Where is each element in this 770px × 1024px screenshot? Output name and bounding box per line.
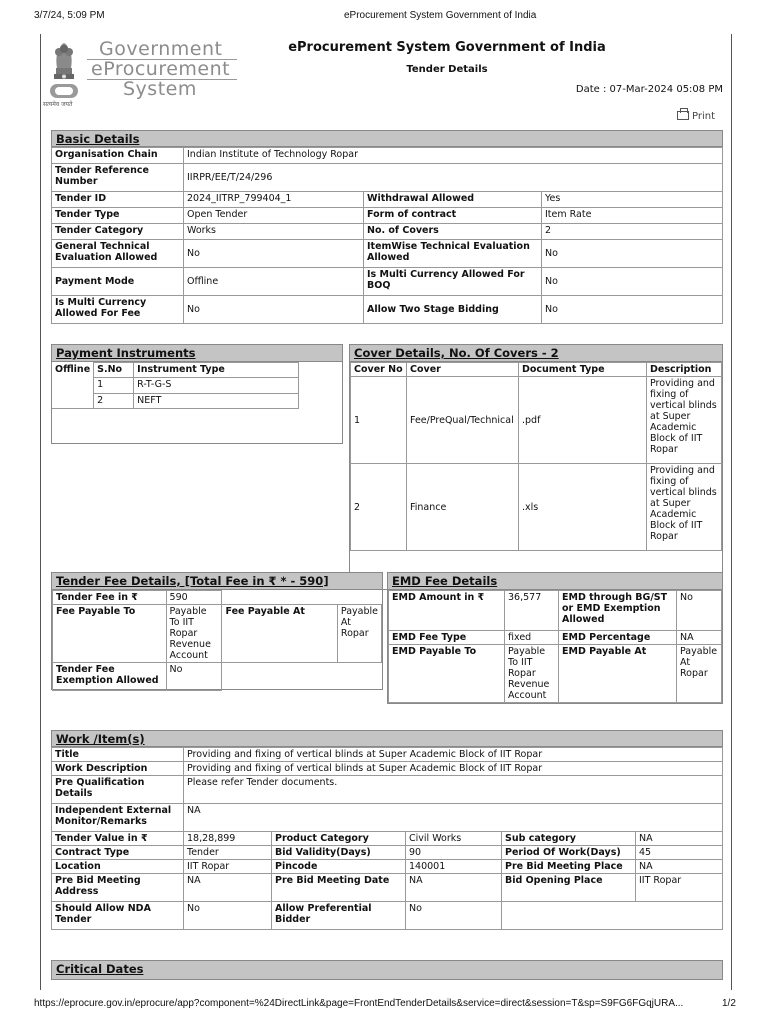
payment-instruments-section: [51, 344, 343, 444]
nda-value: No: [184, 902, 272, 930]
preferential-bidder-value: No: [406, 902, 502, 930]
prebid-date-value: NA: [406, 874, 502, 902]
print-footer: [0, 998, 770, 1012]
prebid-address-label: Pre Bid Meeting Address: [52, 874, 184, 902]
work-title-value: Providing and fixing of vertical blinds at Super Academic Block of IIT Ropar: [184, 748, 723, 762]
emd-fee-section: [387, 572, 723, 704]
withdrawal-value: Yes: [542, 192, 723, 208]
col-sno: S.No: [94, 363, 134, 378]
table-row: [389, 645, 722, 703]
instrument-type: NEFT: [134, 393, 299, 408]
form-contract-label: Form of contract: [364, 208, 542, 224]
work-period-label: Period Of Work(Days): [502, 846, 636, 860]
cover-no: 1: [351, 377, 407, 464]
org-label: Organisation Chain: [52, 148, 184, 164]
emd-payable-at-value: Payable At Ropar: [677, 645, 722, 703]
withdrawal-label: Withdrawal Allowed: [364, 192, 542, 208]
table-row: [52, 268, 723, 296]
payment-instruments-heading: Payment Instruments: [52, 345, 342, 362]
table-row: [351, 377, 722, 464]
table-row: [389, 591, 722, 631]
prebid-address-value: NA: [184, 874, 272, 902]
instrument-sno: 1: [94, 378, 134, 393]
mc-boq-label: Is Multi Currency Allowed For BOQ: [364, 268, 542, 296]
table-row: [52, 832, 723, 846]
ref-value: IIRPR/EE/T/24/296: [184, 164, 723, 192]
table-row: [52, 846, 723, 860]
preferential-bidder-label: Allow Preferential Bidder: [272, 902, 406, 930]
cover-description: Providing and fixing of vertical blinds at Super Academic Block of IIT Ropar: [647, 464, 722, 551]
emd-payable-to-value: Payable To IIT Ropar Revenue Account: [505, 645, 559, 703]
cover-details-section: [349, 344, 723, 590]
tender-category-value: Works: [184, 224, 364, 240]
iem-label: Independent External Monitor/Remarks: [52, 804, 184, 832]
print-datetime: 3/7/24, 5:09 PM: [34, 10, 105, 21]
print-url: https://eprocure.gov.in/eprocure/app?component=%24DirectLink&page=FrontEndTenderDetails&service=direct&session=T&sp=S9FG6FGqjURA...: [34, 998, 684, 1009]
print-label: Print: [691, 111, 715, 122]
bid-opening-place-value: IIT Ropar: [636, 874, 723, 902]
table-row: [52, 776, 723, 804]
sub-category-value: NA: [636, 832, 723, 846]
gte-label: General Technical Evaluation Allowed: [52, 240, 184, 268]
fee-exemption-value: No: [166, 663, 222, 691]
fee-payable-at-value: Payable At Ropar: [337, 605, 381, 663]
work-title-label: Title: [52, 748, 184, 762]
col-instrument-type: Instrument Type: [134, 363, 299, 378]
pincode-value: 140001: [406, 860, 502, 874]
emd-amount-label: EMD Amount in ₹: [389, 591, 505, 631]
product-category-label: Product Category: [272, 832, 406, 846]
tender-value-value: 18,28,899: [184, 832, 272, 846]
tender-fee-section: [51, 572, 383, 690]
tender-type-value: Open Tender: [184, 208, 364, 224]
emd-type-label: EMD Fee Type: [389, 631, 505, 645]
emd-payable-to-label: EMD Payable To: [389, 645, 505, 703]
table-row: [52, 296, 723, 324]
col-description: Description: [647, 363, 722, 377]
table-row: [52, 148, 723, 164]
instrument-type: R-T-G-S: [134, 378, 299, 393]
payment-mode-value: Offline: [184, 268, 364, 296]
contract-type-label: Contract Type: [52, 846, 184, 860]
no-covers-label: No. of Covers: [364, 224, 542, 240]
logo-text-government: Government: [99, 38, 223, 60]
location-label: Location: [52, 860, 184, 874]
table-row: [53, 591, 382, 605]
table-row: [52, 860, 723, 874]
emd-percentage-label: EMD Percentage: [559, 631, 677, 645]
fee-payable-at-label: Fee Payable At: [222, 605, 337, 663]
col-cover: Cover: [407, 363, 519, 377]
contract-type-value: Tender: [184, 846, 272, 860]
cover-doc-type: .pdf: [519, 377, 647, 464]
basic-details-heading: Basic Details: [51, 130, 723, 147]
emd-payable-at-label: EMD Payable At: [559, 645, 677, 703]
table-row: [52, 804, 723, 832]
cover-doc-type: .xls: [519, 464, 647, 551]
ref-label: Tender Reference Number: [52, 164, 184, 192]
empty-cell: [222, 663, 382, 691]
report-date: Date : 07-Mar-2024 05:08 PM: [575, 84, 723, 95]
mc-boq-value: No: [542, 268, 723, 296]
emd-fee-heading: EMD Fee Details: [388, 573, 722, 590]
table-row: [52, 874, 723, 902]
prequal-label: Pre Qualification Details: [52, 776, 184, 804]
printer-icon: [677, 111, 689, 120]
fee-payable-to-value: Payable To IIT Ropar Revenue Account: [166, 605, 222, 663]
cover-name: Finance: [407, 464, 519, 551]
work-desc-label: Work Description: [52, 762, 184, 776]
nda-label: Should Allow NDA Tender: [52, 902, 184, 930]
bid-validity-value: 90: [406, 846, 502, 860]
table-row: [52, 762, 723, 776]
fee-exemption-label: Tender Fee Exemption Allowed: [53, 663, 167, 691]
emd-fee-table: [388, 590, 722, 703]
cover-details-table: [350, 362, 722, 551]
col-document-type: Document Type: [519, 363, 647, 377]
iem-value: NA: [184, 804, 723, 832]
work-items-section: [51, 730, 723, 930]
tender-fee-heading: Tender Fee Details, [Total Fee in ₹ * - 590]: [52, 573, 382, 590]
prebid-place-value: NA: [636, 860, 723, 874]
table-row: [52, 224, 723, 240]
form-contract-value: Item Rate: [542, 208, 723, 224]
table-row: [53, 663, 382, 691]
instrument-sno: 2: [94, 393, 134, 408]
location-value: IIT Ropar: [184, 860, 272, 874]
table-row: [52, 164, 723, 192]
work-desc-value: Providing and fixing of vertical blinds at Super Academic Block of IIT Ropar: [184, 762, 723, 776]
work-items-heading: Work /Item(s): [51, 730, 723, 747]
payment-mode-label: Payment Mode: [52, 268, 184, 296]
cover-no: 2: [351, 464, 407, 551]
table-row: [351, 464, 722, 551]
payment-mode-offline: Offline: [52, 363, 94, 409]
gte-value: No: [184, 240, 364, 268]
mc-fee-label: Is Multi Currency Allowed For Fee: [52, 296, 184, 324]
table-row: [52, 748, 723, 762]
prebid-place-label: Pre Bid Meeting Place: [502, 860, 636, 874]
fee-payable-to-label: Fee Payable To: [53, 605, 167, 663]
emd-bg-label: EMD through BG/ST or EMD Exemption Allowed: [559, 591, 677, 631]
tender-category-label: Tender Category: [52, 224, 184, 240]
emd-bg-value: No: [677, 591, 722, 631]
col-cover-no: Cover No: [351, 363, 407, 377]
pincode-label: Pincode: [272, 860, 406, 874]
sub-category-label: Sub category: [502, 832, 636, 846]
tender-details-page: [40, 34, 732, 990]
print-page-number: 1/2: [722, 998, 736, 1009]
iwte-label: ItemWise Technical Evaluation Allowed: [364, 240, 542, 268]
page-title: eProcurement System Government of India: [288, 40, 606, 55]
bid-opening-place-label: Bid Opening Place: [502, 874, 636, 902]
empty-cell: [222, 591, 382, 605]
emd-amount-value: 36,577: [505, 591, 559, 631]
bid-validity-label: Bid Validity(Days): [272, 846, 406, 860]
page-subtitle: Tender Details: [406, 64, 488, 75]
payment-instruments-table: [52, 362, 299, 409]
work-items-table: [51, 747, 723, 930]
logo-motto: सत्यमेव जयते: [43, 101, 73, 108]
tender-fee-value: 590: [166, 591, 222, 605]
print-page-title: eProcurement System Government of India: [344, 10, 537, 21]
tender-id-value: 2024_IITRP_799404_1: [184, 192, 364, 208]
critical-dates-section: [51, 960, 723, 980]
two-stage-value: No: [542, 296, 723, 324]
work-period-value: 45: [636, 846, 723, 860]
tender-fee-table: [52, 590, 382, 691]
tender-type-label: Tender Type: [52, 208, 184, 224]
prequal-value: Please refer Tender documents.: [184, 776, 723, 804]
table-row: [52, 192, 723, 208]
cover-description: Providing and fixing of vertical blinds at Super Academic Block of IIT Ropar: [647, 377, 722, 464]
empty-cell: [502, 902, 723, 930]
logo-text-eprocurement: eProcurement: [91, 58, 231, 80]
table-row: [389, 631, 722, 645]
critical-dates-heading: Critical Dates: [51, 960, 723, 980]
print-header: [0, 10, 770, 24]
tender-fee-label: Tender Fee in ₹: [53, 591, 167, 605]
logo-text-system: System: [123, 78, 197, 100]
org-value: Indian Institute of Technology Ropar: [184, 148, 723, 164]
emd-type-value: fixed: [505, 631, 559, 645]
basic-details-table: [51, 147, 723, 324]
iwte-value: No: [542, 240, 723, 268]
tender-value-label: Tender Value in ₹: [52, 832, 184, 846]
basic-details-section: [51, 130, 723, 324]
mc-fee-value: No: [184, 296, 364, 324]
table-row: [53, 605, 382, 663]
table-row: [351, 363, 722, 377]
emd-percentage-value: NA: [677, 631, 722, 645]
print-link[interactable]: [677, 111, 715, 122]
table-row: [52, 902, 723, 930]
product-category-value: Civil Works: [406, 832, 502, 846]
no-covers-value: 2: [542, 224, 723, 240]
two-stage-label: Allow Two Stage Bidding: [364, 296, 542, 324]
tender-id-label: Tender ID: [52, 192, 184, 208]
table-row: [52, 240, 723, 268]
cover-name: Fee/PreQual/Technical: [407, 377, 519, 464]
prebid-date-label: Pre Bid Meeting Date: [272, 874, 406, 902]
table-row: [52, 208, 723, 224]
cover-details-heading: Cover Details, No. Of Covers - 2: [350, 345, 722, 362]
table-row: [52, 363, 299, 378]
